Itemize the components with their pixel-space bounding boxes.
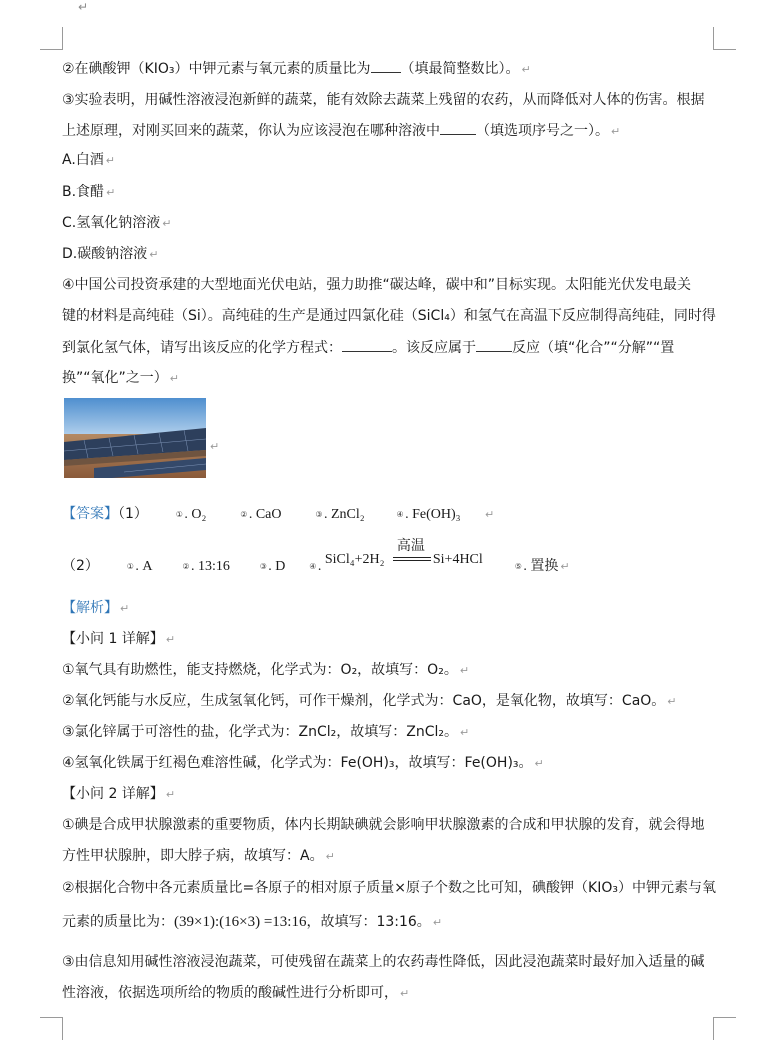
analysis-line: ①氧气具有助燃性，能支持燃烧，化学式为：O₂，故填写：O₂。 ↵ [62,662,470,678]
paragraph-mark-icon: ↵ [78,0,89,14]
paragraph-mark-icon: ↵ [432,916,443,929]
analysis-line: 方性甲状腺肿，即大脖子病，故填写：A。 ↵ [62,848,335,864]
analysis-line: ②根据化合物中各元素质量比=各原子的相对原子质量×原子个数之比可知，碘酸钾（KIO₃）中钾元素与氧 [62,880,716,896]
option-item: C.氢氧化钠溶液 ↵ [62,215,172,231]
analysis-line: ③氯化锌属于可溶性的盐，化学式为：ZnCl₂，故填写：ZnCl₂。 ↵ [62,724,470,740]
paragraph-mark-icon: ↵ [611,125,621,138]
reaction-condition: 高温 [396,538,425,554]
question-line: ②在碘酸钾（KIO₃）中钾元素与氧元素的质量比为 （填最简整数比）。 ↵ [62,58,531,80]
analysis-line: ②氧化钙能与水反应，生成氢氧化钙，可作干燥剂，化学式为：CaO，是氧化物，故填写：CaO。 ↵ [62,693,677,709]
paragraph-mark-icon: ↵ [400,987,410,1000]
circled-number: ② [240,510,248,519]
paragraph-mark-icon: ↵ [667,695,677,708]
analysis-line: ④氢氧化铁属于红褐色难溶性碱，化学式为：Fe(OH)₃，故填写：Fe(OH)₃。 ↵ [62,755,544,771]
answer-value: A [142,559,153,574]
paragraph-mark-icon: ↵ [165,633,176,646]
answer-value: O₂ [191,507,207,522]
option-item: A.白酒 ↵ [62,152,115,168]
question-line: 上述原理，对刚买回来的蔬菜，你认为应该浸泡在哪种溶液中 （填选项序号之一）。 ↵ [62,120,620,142]
subquestion-heading: 【小问 1 详解】 ↵ [62,631,176,647]
analysis-line: ③由信息知用碱性溶液浸泡蔬菜，可使残留在蔬菜上的农药毒性降低，因此浸泡蔬菜时最好加入适量的碱 [62,954,705,970]
paragraph-mark-icon: ↵ [162,217,172,230]
answer-value: ZnCl₂ [330,507,365,522]
answer-value: CaO [255,507,282,522]
crop-mark-top-right [713,27,736,50]
paragraph-mark-icon: ↵ [169,372,179,385]
answer-blank[interactable] [371,58,401,73]
paragraph-mark-icon: ↵ [459,664,470,677]
option-item: D.碳酸钠溶液 ↵ [62,246,159,262]
solar-panel-photo [64,398,206,478]
answer-row-2: （2） ①. A ②. 13:16 ③. D ④. SiCl₄+2H₂ 高温 Si+4HCl ⑤. 置换 ↵ [62,550,570,577]
paragraph-mark-icon: ↵ [106,186,116,199]
analysis-heading: 【解析】 ↵ [62,600,130,616]
circled-number: ③ [259,562,267,571]
crop-mark-top-left [40,27,63,50]
paragraph-mark-icon: ↵ [534,757,544,770]
subquestion-heading: 【小问 2 详解】 ↵ [62,786,176,802]
question-line: ③实验表明，用碱性溶液浸泡新鲜的蔬菜，能有效除去蔬菜上残留的农药，从而降低对人体的伤害。根据 [62,92,705,108]
circled-number: ④ [309,562,317,571]
paragraph-mark-icon: ↵ [149,248,159,261]
paragraph-mark-icon: ↵ [560,560,570,573]
paragraph-mark-icon: ↵ [165,788,176,801]
paragraph-mark-icon: ↵ [521,63,531,76]
paragraph-mark-icon: ↵ [105,154,115,167]
circled-number: ② [182,562,190,571]
circled-number: ① [126,562,134,571]
analysis-line: 元素的质量比为：(39×1):(16×3) =13:16，故填写：13:16。 ↵ [62,914,443,930]
answer-blank[interactable] [440,120,476,135]
answer-value: 13:16 [197,559,230,574]
paragraph-mark-icon: ↵ [325,850,335,863]
crop-mark-bottom-right [713,1017,736,1040]
question-line: ④中国公司投资承建的大型地面光伏电站，强力助推“碳达峰，碳中和”目标实现。太阳能光伏发电最关 [62,277,692,293]
answer-blank[interactable] [342,337,392,352]
question-line: 键的材料是高纯硅（Si）。高纯硅的生产是通过四氯化硅（SiCl₄）和氢气在高温下反应制得高纯硅，同时得 [62,308,716,324]
paragraph-mark-icon: ↵ [460,726,470,739]
answer-value: Fe(OH)₃ [412,507,461,522]
question-line: 换”“氧化”之一） ↵ [62,370,179,386]
crop-mark-bottom-left [40,1017,63,1040]
circled-number: ④ [396,510,404,519]
paragraph-mark-icon: ↵ [484,508,495,521]
paragraph-mark-icon: ↵ [210,440,220,453]
analysis-line: 性溶液，依据选项所给的物质的酸碱性进行分析即可， ↵ [62,985,410,1001]
answer-blank[interactable] [476,337,512,352]
chemical-equation: SiCl₄+2H₂ 高温 Si+4HCl [324,538,483,567]
question-line: 到氯化氢气体，请写出该反应的化学方程式： 。该反应属于 反应（填“化合”“分解”“置 [62,337,674,358]
circled-number: ③ [315,510,323,519]
answer-value: D [275,559,286,574]
analysis-line: ①碘是合成甲状腺激素的重要物质，体内长期缺碘就会影响甲状腺激素的合成和甲状腺的发育，就会得地 [62,817,705,833]
option-item: B.食醋 ↵ [62,184,116,200]
answer-label: 【答案】 [62,506,118,522]
mass-ratio-formula: (39×1):(16×3) =13:16 [174,914,307,930]
paragraph-mark-icon: ↵ [120,602,130,615]
answer-row-1: 【答案】（1） ①. O₂ ②. CaO ③. ZnCl₂ ④. Fe(OH)₃ ↵ [62,504,494,525]
circled-number: ① [175,510,183,519]
circled-number: ⑤ [514,562,522,571]
answer-value: 置换 [530,558,559,574]
